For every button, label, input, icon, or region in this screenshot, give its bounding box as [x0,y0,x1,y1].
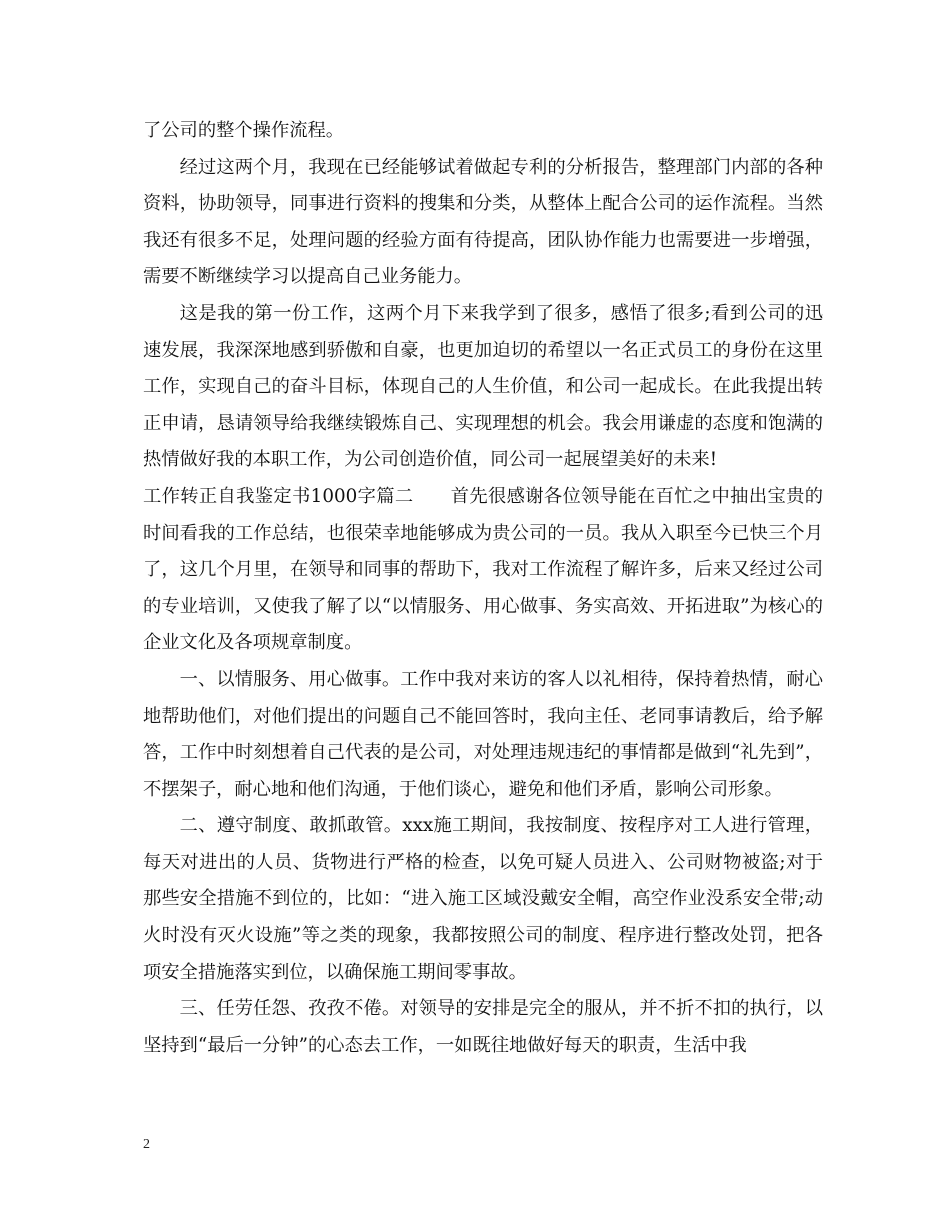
page-number: 2 [143,1137,150,1152]
paragraph-7: 三、任劳任怨、孜孜不倦。对领导的安排是完全的服从，并不折不扣的执行，以坚持到“最后一分钟”的心态去工作，一如既往地做好每天的职责，生活中我 [143,998,823,1056]
paragraph-4-section-heading: 工作转正自我鉴定书1000字篇二 首先很感谢各位领导能在百忙之中抽出宝贵的时间看我的工作总结，也很荣幸地能够成为贵公司的一员。我从入职至今已快三个月了，这几个月里，在领导和同事的帮助下，我对工作流程了解许多，后来又经过公司的专业培训，又使我了解了以“以情服务、用心做事、务实高效、开拓进取”为核心的企业文化及各项规章制度。 [143,485,823,654]
paragraph-3: 这是我的第一份工作，这两个月下来我学到了很多，感悟了很多;看到公司的迅速发展，我深深地感到骄傲和自豪，也更加迫切的希望以一名正式员工的身份在这里工作，实现自己的奋斗目标，体现自己的人生价值，和公司一起成长。在此我提出转正申请，恳请领导给我继续锻炼自己、实现理想的机会。我会用谦虚的态度和饱满的热情做好我的本职工作，为公司创造价值，同公司一起展望美好的未来! [143,302,823,471]
document-body [143,113,823,1064]
paragraph-5: 一、以情服务、用心做事。工作中我对来访的客人以礼相待，保持着热情，耐心地帮助他们，对他们提出的问题自己不能回答时，我向主任、老同事请教后，给予解答，工作中时刻想着自己代表的是公司，对处理违规违纪的事情都是做到“礼先到”，不摆架子，耐心地和他们沟通，于他们谈心，避免和他们矛盾，影响公司形象。 [143,668,823,800]
paragraph-6: 二、遵守制度、敢抓敢管。xxx施工期间，我按制度、按程序对工人进行管理，每天对进出的人员、货物进行严格的检查，以免可疑人员进入、公司财物被盗;对于那些安全措施不到位的，比如：“进入施工区域没戴安全帽，高空作业没系安全带;动火时没有灭火设施”等之类的现象，我都按照公司的制度、程序进行整改处罚，把各项安全措施落实到位，以确保施工期间零事故。 [143,815,823,983]
paragraph-2: 经过这两个月，我现在已经能够试着做起专利的分析报告，整理部门内部的各种资料，协助领导，同事进行资料的搜集和分类，从整体上配合公司的运作流程。当然我还有很多不足，处理问题的经验方面有待提高，团队协作能力也需要进一步增强，需要不断继续学习以提高自己业务能力。 [143,156,823,288]
paragraph-1: 了公司的整个操作流程。 [143,120,345,141]
